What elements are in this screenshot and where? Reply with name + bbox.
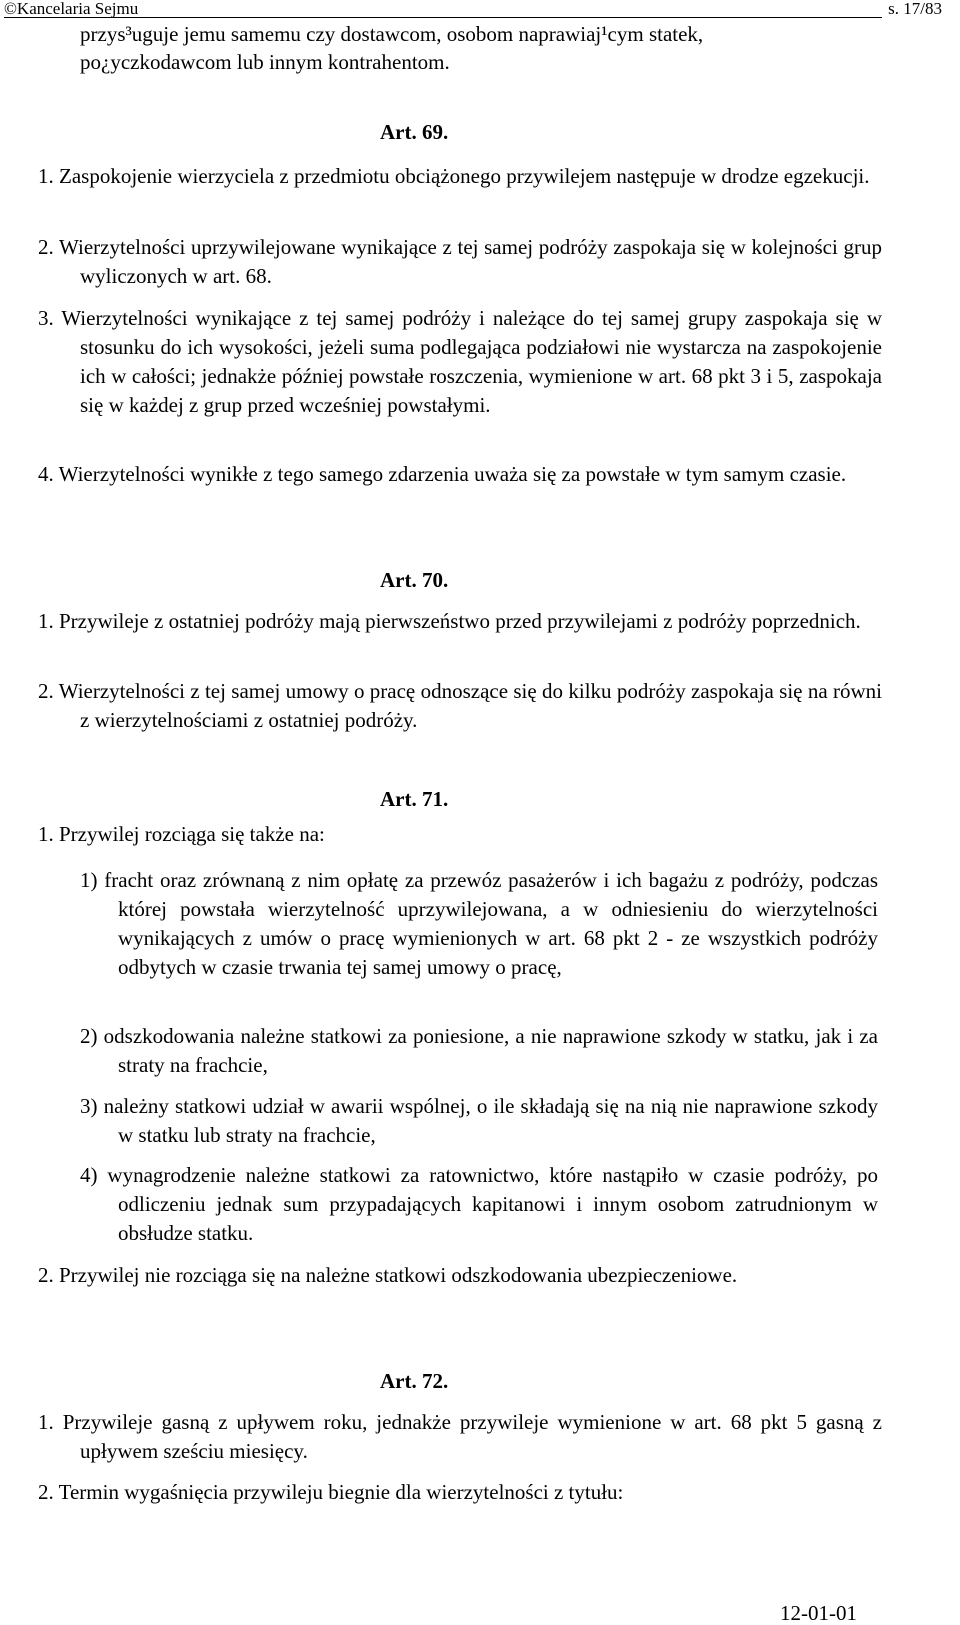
paragraph-70-1: 1. Przywileje z ostatniej podróży mają pierwszeństwo przed przywilejami z podróży poprzednich. bbox=[38, 609, 861, 633]
page-header bbox=[4, 0, 942, 18]
paragraph-72-2: 2. Termin wygaśnięcia przywileju biegnie dla wierzytelności z tytułu: bbox=[38, 1480, 624, 1504]
article-heading-72: Art. 72. bbox=[380, 1369, 449, 1393]
paragraph-69-3: 3. Wierzytelności wynikające z tej samej podróży i należące do tej samej grupy zaspokaja się w stosunku do ich wysokości, jeżeli suma podlegająca podziałowi nie wystarcza na zaspokojenie ich w całości; jednakże później powstałe roszczenia, wymienione w art. 68 pkt 3 i 5, zaspokaja się w każdej z grup przed wcześniej powstałymi. bbox=[38, 306, 882, 417]
header-page-number: s. 17/83 bbox=[888, 0, 942, 18]
paragraph-continuation-2: po¿yczkodawcom lub innym kontrahentom. bbox=[80, 50, 450, 74]
article-heading-70: Art. 70. bbox=[380, 568, 449, 592]
paragraph-69-1: 1. Zaspokojenie wierzyciela z przedmiotu obciążonego przywilejem następuje w drodze egzekucji. bbox=[38, 164, 870, 188]
paragraph-71-1: 1. Przywilej rozciąga się także na: bbox=[38, 822, 325, 846]
paragraph-69-4: 4. Wierzytelności wynikłe z tego samego zdarzenia uważa się za powstałe w tym samym czasie. bbox=[38, 462, 847, 486]
list-item-71-1-4: 4) wynagrodzenie należne statkowi za ratownictwo, które nastąpiło w czasie podróży, po odliczeniu jednak sum przypadających kapitanowi i innym osobom zatrudnionym w obsłudze statku. bbox=[80, 1163, 878, 1245]
paragraph-70-2: 2. Wierzytelności z tej samej umowy o pracę odnoszące się do kilku podróży zaspokaja się na równi z wierzytelnościami z ostatniej podróży. bbox=[38, 679, 882, 732]
header-source: ©Kancelaria Sejmu bbox=[4, 0, 139, 18]
paragraph-72-1: 1. Przywileje gasną z upływem roku, jednakże przywileje wymienione w art. 68 pkt 5 gasną z upływem sześciu miesięcy. bbox=[38, 1410, 882, 1463]
list-item-71-1-1: 1) fracht oraz zrównaną z nim opłatę za przewóz pasażerów i ich bagażu z podróży, podczas której powstała wierzytelność uprzywilejowana, a w odniesieniu do wierzytelności wynikających z umów o pracę wymienionych w art. 68 pkt 2 - ze wszystkich podróży odbytych w czasie trwania tej samej umowy o pracę, bbox=[80, 868, 878, 979]
article-heading-71: Art. 71. bbox=[380, 787, 449, 811]
paragraph-69-2: 2. Wierzytelności uprzywilejowane wynikające z tej samej podróży zaspokaja się w kolejności grup wyliczonych w art. 68. bbox=[38, 235, 882, 288]
list-item-71-1-3: 3) należny statkowi udział w awarii wspólnej, o ile składają się na nią nie naprawione szkody w statku lub straty na frachcie, bbox=[80, 1094, 878, 1147]
footer-document-code: 12-01-01 bbox=[780, 1601, 857, 1625]
paragraph-71-2: 2. Przywilej nie rozciąga się na należne statkowi odszkodowania ubezpieczeniowe. bbox=[38, 1263, 738, 1287]
list-item-71-1-2: 2) odszkodowania należne statkowi za poniesione, a nie naprawione szkody w statku, jak i za straty na frachcie, bbox=[80, 1024, 878, 1077]
paragraph-continuation-1: przys³uguje jemu samemu czy dostawcom, osobom naprawiaj¹cym statek, bbox=[80, 22, 704, 46]
article-heading-69: Art. 69. bbox=[380, 120, 449, 144]
